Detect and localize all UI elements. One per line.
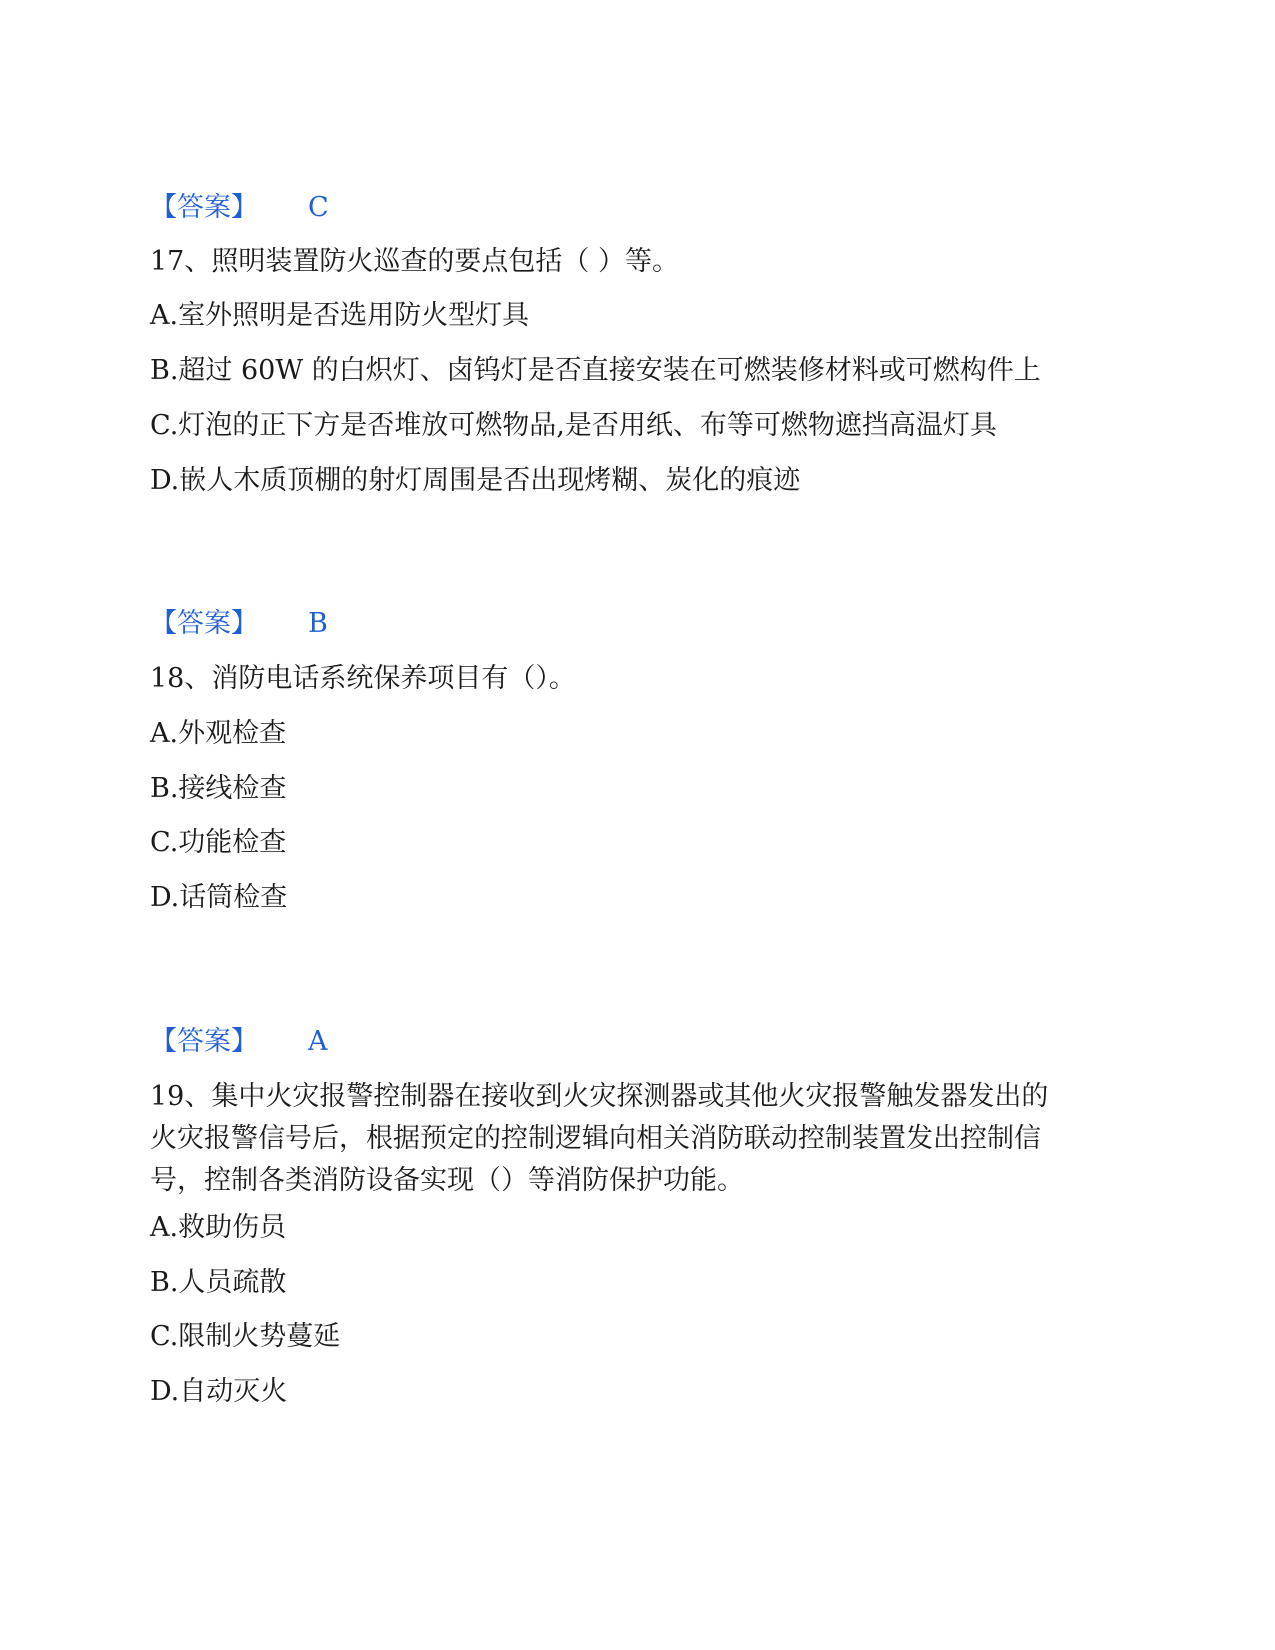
answer-line-16 <box>150 192 329 224</box>
answer-value: A <box>308 1026 328 1057</box>
option-18-b: B.接线检查 <box>150 773 287 804</box>
question-19-line-2: 火灾报警信号后，根据预定的控制逻辑向相关消防联动控制装置发出控制信 <box>150 1123 1041 1154</box>
option-18-c: C.功能检查 <box>150 827 287 858</box>
option-18-a: A.外观检查 <box>150 718 287 749</box>
answer-value: C <box>308 192 329 223</box>
question-18: 18、消防电话系统保养项目有（）。 <box>150 663 576 694</box>
option-17-c: C.灯泡的正下方是否堆放可燃物品,是否用纸、布等可燃物遮挡高温灯具 <box>150 410 997 441</box>
answer-line-18 <box>150 1026 328 1058</box>
option-19-a: A.救助伤员 <box>150 1212 287 1243</box>
question-17: 17、照明装置防火巡查的要点包括（ ）等。 <box>150 246 679 277</box>
question-19-line-1: 19、集中火灾报警控制器在接收到火灾探测器或其他火灾报警触发器发出的 <box>150 1081 1049 1112</box>
answer-line-17 <box>150 608 328 640</box>
answer-label: 【答案】 <box>150 1026 258 1057</box>
option-19-d: D.自动灭火 <box>150 1376 288 1407</box>
option-17-a: A.室外照明是否选用防火型灯具 <box>150 300 530 331</box>
option-19-b: B.人员疏散 <box>150 1267 287 1298</box>
option-17-d: D.嵌人木质顶棚的射灯周围是否出现烤糊、炭化的痕迹 <box>150 465 801 496</box>
option-18-d: D.话筒检查 <box>150 882 288 913</box>
question-19 <box>150 1076 1048 1202</box>
option-19-c: C.限制火势蔓延 <box>150 1321 341 1352</box>
option-17-b: B.超过 60W 的白炽灯、卤钨灯是否直接安装在可燃装修材料或可燃构件上 <box>150 355 1041 386</box>
answer-value: B <box>308 608 328 639</box>
answer-label: 【答案】 <box>150 192 258 223</box>
question-19-line-3: 号，控制各类消防设备实现（）等消防保护功能。 <box>150 1165 744 1196</box>
answer-label: 【答案】 <box>150 608 258 639</box>
